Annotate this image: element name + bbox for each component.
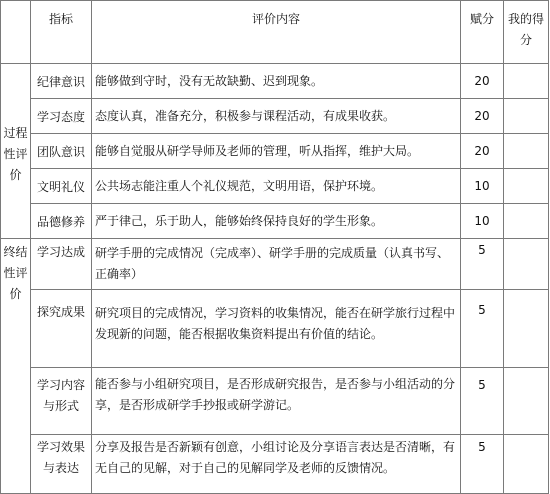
table-row bbox=[1, 99, 549, 134]
content-cell: 能够自觉服从研学导师及老师的管理，听从指挥，维护大局。 bbox=[92, 134, 461, 169]
my-score-cell[interactable] bbox=[504, 204, 549, 239]
table-row bbox=[1, 204, 549, 239]
table-row bbox=[1, 134, 549, 169]
header-content: 评价内容 bbox=[92, 1, 461, 64]
content-text: 研学手册的完成情况（完成率）、研学手册的完成质量（认真书写、正确率） bbox=[95, 246, 450, 281]
content-cell: 公共场志能注重人个礼仪规范，文明用语，保护环境。 bbox=[92, 169, 461, 204]
content-cell: 严于律己，乐于助人，能够始终保持良好的学生形象。 bbox=[92, 204, 461, 239]
indicator-cell: 品德修养 bbox=[31, 204, 92, 239]
indicator-cell: 纪律意识 bbox=[31, 64, 92, 99]
content-cell: 能够做到守时，没有无故缺勤、迟到现象。 bbox=[92, 64, 461, 99]
indicator-text: 学习内容与形式 bbox=[36, 378, 85, 413]
content-text: 研究项目的完成情况，学习资料的收集情况，能否在研学旅行过程中发现新的问题，能否根据收集资料提出有价值的结论。 bbox=[95, 306, 456, 341]
category-process: 过程性评价 bbox=[1, 64, 31, 239]
my-score-cell[interactable] bbox=[504, 64, 549, 99]
content-cell bbox=[92, 290, 461, 368]
header-score: 赋分 bbox=[461, 1, 504, 64]
score-cell: 10 bbox=[461, 169, 504, 204]
category-summative: 终结性评价 bbox=[1, 239, 31, 494]
indicator-cell: 文明礼仪 bbox=[31, 169, 92, 204]
indicator-cell bbox=[31, 435, 92, 494]
score-cell: 20 bbox=[461, 99, 504, 134]
content-cell bbox=[92, 368, 461, 435]
score-cell: 5 bbox=[461, 435, 504, 494]
table-row bbox=[1, 435, 549, 494]
header-row bbox=[1, 1, 549, 64]
content-text: 分享及报告是否新颖有创意，小组讨论及分享语言表达是否清晰，有无自己的见解，对于自己的见解同学及老师的反馈情况。 bbox=[95, 440, 456, 475]
header-my-score: 我的得分 bbox=[504, 1, 549, 64]
my-score-cell[interactable] bbox=[504, 99, 549, 134]
table-row bbox=[1, 368, 549, 435]
table-row bbox=[1, 290, 549, 368]
my-score-cell[interactable] bbox=[504, 368, 549, 435]
score-cell: 20 bbox=[461, 134, 504, 169]
indicator-text: 学习效果与表达 bbox=[36, 440, 85, 475]
header-category bbox=[1, 1, 31, 64]
indicator-cell: 探究成果 bbox=[31, 290, 92, 368]
my-score-cell[interactable] bbox=[504, 290, 549, 368]
indicator-cell: 学习达成 bbox=[31, 239, 92, 290]
score-cell: 5 bbox=[461, 239, 504, 290]
score-cell: 10 bbox=[461, 204, 504, 239]
table-row bbox=[1, 169, 549, 204]
my-score-cell[interactable] bbox=[504, 134, 549, 169]
content-cell: 态度认真，准备充分，积极参与课程活动，有成果收获。 bbox=[92, 99, 461, 134]
score-cell: 20 bbox=[461, 64, 504, 99]
my-score-cell[interactable] bbox=[504, 435, 549, 494]
score-cell: 5 bbox=[461, 290, 504, 368]
content-text: 能否参与小组研究项目，是否形成研究报告，是否参与小组活动的分享，是否形成研学手抄报或研学游记。 bbox=[95, 377, 456, 412]
my-score-cell[interactable] bbox=[504, 239, 549, 290]
indicator-cell: 团队意识 bbox=[31, 134, 92, 169]
indicator-cell bbox=[31, 368, 92, 435]
content-cell bbox=[92, 435, 461, 494]
table-row bbox=[1, 64, 549, 99]
content-cell bbox=[92, 239, 461, 290]
header-indicator: 指标 bbox=[31, 1, 92, 64]
score-cell: 5 bbox=[461, 368, 504, 435]
table-row bbox=[1, 239, 549, 290]
indicator-cell: 学习态度 bbox=[31, 99, 92, 134]
my-score-cell[interactable] bbox=[504, 169, 549, 204]
